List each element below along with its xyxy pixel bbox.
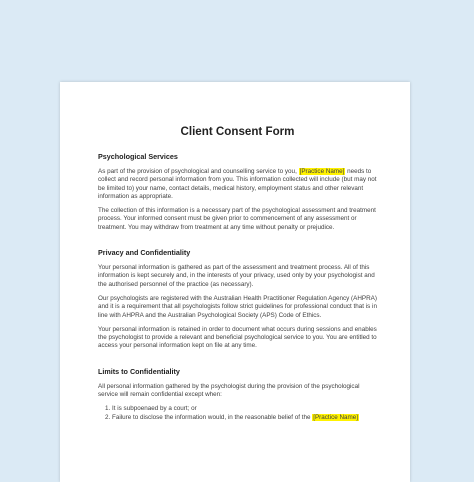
section-psychological-services bbox=[98, 152, 377, 232]
list-item: 2. Failure to disclose the information would, in the reasonable belief of the [Practice Name] bbox=[112, 414, 377, 422]
paragraph: Your personal information is gathered as part of the assessment and treatment process. All of this information is kept securely and, in the interests of your privacy, used only by your psychologist and the authorised personnel of the practice (as necessary). bbox=[98, 264, 375, 288]
section-privacy-confidentiality bbox=[98, 248, 377, 351]
document-page bbox=[60, 82, 410, 482]
list-item: 1. It is subpoenaed by a court; or bbox=[112, 405, 377, 413]
section-heading: Psychological Services bbox=[98, 152, 178, 161]
limits-list bbox=[98, 405, 377, 422]
paragraph: All personal information gathered by the psychologist during the provision of the psychological service will remain confidential except when: bbox=[98, 382, 360, 399]
document-content bbox=[60, 125, 410, 422]
paragraph: As part of the provision of psychological and counselling service to you, [Practice Name] needs to collect and record personal information from you. This information collected will include (but may not be limited to) your name, contact details, medical history, employment status and other relevant information as appropriate. bbox=[98, 168, 377, 200]
section-limits-confidentiality bbox=[98, 367, 377, 422]
paragraph: Your personal information is retained in order to document what occurs during sessions and enables the psychologist to provide a relevant and beneficial psychological service to you. You are entitled to access your personal information kept on file at any time. bbox=[98, 325, 377, 350]
highlighted-placeholder: [Practice Name] bbox=[299, 168, 345, 175]
section-heading: Limits to Confidentiality bbox=[98, 366, 180, 376]
paragraph: The collection of this information is a necessary part of the psychological assessment and treatment process. Your informed consent must be given prior to commencement of any assessment or treatment. You may withdraw from treatment at any time without penalty or prejudice. bbox=[98, 207, 376, 231]
paragraph: Our psychologists are registered with the Australian Health Practitioner Regulation Agency (AHPRA) and it is a requirement that all psychologists follow strict guidelines for professional conduct that is in line with AHPRA and the Australian Psychological Society (APS) Code of Ethics. bbox=[98, 294, 377, 319]
document-title: Client Consent Form bbox=[180, 125, 295, 138]
highlighted-placeholder: [Practice Name] bbox=[313, 413, 359, 421]
section-heading: Privacy and Confidentiality bbox=[98, 248, 191, 258]
